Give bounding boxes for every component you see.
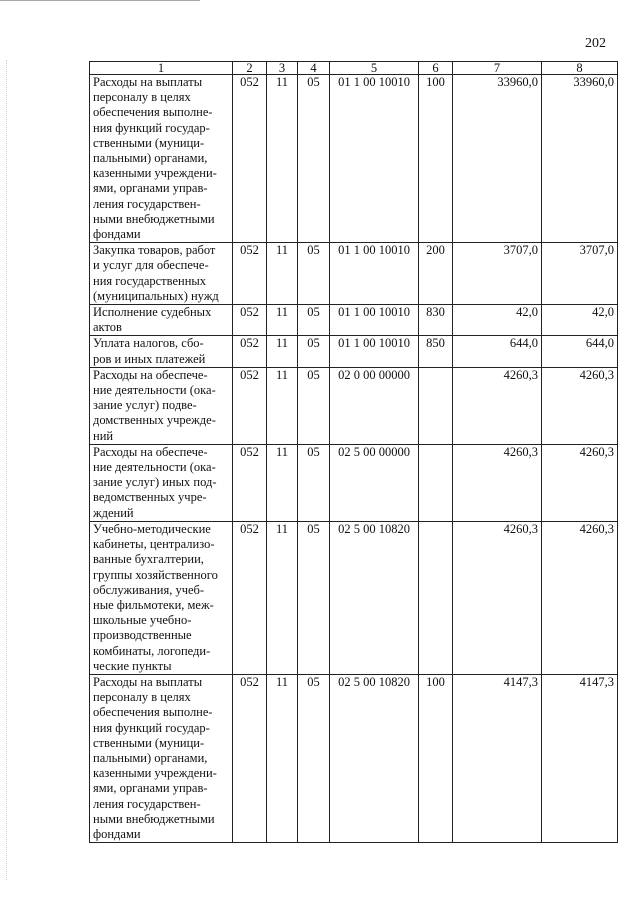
expense-name-line: Расходы на выплаты: [93, 674, 203, 689]
target-article-cell: 02 5 00 10820: [330, 674, 419, 842]
table-row: [90, 367, 618, 444]
department-code-cell: 052: [233, 336, 267, 367]
expense-type-cell: [419, 521, 453, 674]
expense-name-line: Исполнение судебных: [93, 305, 212, 320]
expense-name-line: персоналу в целях: [93, 90, 191, 105]
expense-type-cell: 830: [419, 305, 453, 336]
expense-name-line: ными внебюджетными: [93, 811, 215, 826]
expense-name-line: школьные учебно-: [93, 613, 192, 628]
section-code-cell: 11: [267, 336, 298, 367]
amount-col7-cell: 4260,3: [453, 444, 542, 521]
target-article-cell: 01 1 00 10010: [330, 75, 419, 243]
header-col-2: 2: [233, 62, 267, 75]
expense-name-line: группы хозяйственного: [93, 567, 218, 582]
expense-name-line: ний: [93, 428, 114, 443]
subsection-code-cell: 05: [298, 75, 330, 243]
amount-col7-cell: 4260,3: [453, 367, 542, 444]
page-number: 202: [585, 36, 606, 51]
expense-name-line: казенными учреждени-: [93, 766, 217, 781]
section-code-cell: 11: [267, 305, 298, 336]
expense-name-line: ние деятельности (ока-: [93, 460, 216, 475]
subsection-code-cell: 05: [298, 243, 330, 305]
expense-name-line: ния функций государ-: [93, 720, 210, 735]
expense-name-line: ние деятельности (ока-: [93, 383, 216, 398]
expense-name-line: зание услуг) подве-: [93, 398, 197, 413]
department-code-cell: 052: [233, 243, 267, 305]
expense-name-line: ванные бухгалтерии,: [93, 552, 204, 567]
amount-col8-cell: 4260,3: [542, 367, 618, 444]
amount-col8-cell: 4260,3: [542, 444, 618, 521]
expense-name-cell: [90, 243, 233, 305]
target-article-cell: 02 5 00 00000: [330, 444, 419, 521]
expense-name-line: (муниципальных) нужд: [93, 288, 219, 303]
expense-name-line: обеспечения выполне-: [93, 705, 213, 720]
table-row: [90, 444, 618, 521]
expense-name-line: ями, органами управ-: [93, 181, 208, 196]
expense-name-line: ления государствен-: [93, 196, 201, 211]
target-article-cell: 02 0 00 00000: [330, 367, 419, 444]
expense-name-line: ственными (муници-: [93, 735, 205, 750]
expense-type-cell: 200: [419, 243, 453, 305]
expense-name-line: актов: [93, 320, 122, 335]
expense-type-cell: [419, 444, 453, 521]
top-edge-line: [0, 0, 200, 1]
amount-col8-cell: 644,0: [542, 336, 618, 367]
expense-name-line: ями, органами управ-: [93, 781, 208, 796]
target-article-cell: 02 5 00 10820: [330, 521, 419, 674]
expense-name-line: Учебно-методические: [93, 521, 211, 536]
expense-name-line: казенными учреждени-: [93, 166, 217, 181]
expense-name-line: обслуживания, учеб-: [93, 582, 205, 597]
table-body: [90, 75, 618, 843]
section-code-cell: 11: [267, 75, 298, 243]
expense-name-cell: [90, 305, 233, 336]
department-code-cell: 052: [233, 367, 267, 444]
header-col-7: 7: [453, 62, 542, 75]
amount-col7-cell: 644,0: [453, 336, 542, 367]
expense-name-line: Расходы на обеспече-: [93, 444, 208, 459]
section-code-cell: 11: [267, 243, 298, 305]
expense-name-line: Закупка товаров, работ: [93, 243, 216, 258]
expense-name-line: ные фильмотеки, меж-: [93, 597, 214, 612]
subsection-code-cell: 05: [298, 521, 330, 674]
section-code-cell: 11: [267, 521, 298, 674]
header-col-1: 1: [90, 62, 233, 75]
expense-name-line: Расходы на выплаты: [93, 75, 203, 89]
expense-name-line: фондами: [93, 227, 141, 242]
department-code-cell: 052: [233, 674, 267, 842]
expense-name-cell: [90, 444, 233, 521]
expense-name-line: фондами: [93, 826, 141, 841]
section-code-cell: 11: [267, 674, 298, 842]
header-col-8: 8: [542, 62, 618, 75]
expense-name-line: кабинеты, централизо-: [93, 537, 215, 552]
expense-name-cell: [90, 367, 233, 444]
amount-col7-cell: 4147,3: [453, 674, 542, 842]
expense-name-line: зание услуг) иных под-: [93, 475, 217, 490]
target-article-cell: 01 1 00 10010: [330, 305, 419, 336]
amount-col7-cell: 3707,0: [453, 243, 542, 305]
expense-type-cell: 850: [419, 336, 453, 367]
target-article-cell: 01 1 00 10010: [330, 336, 419, 367]
expense-name-line: ственными (муници-: [93, 135, 205, 150]
expense-name-line: ными внебюджетными: [93, 211, 215, 226]
expense-type-cell: 100: [419, 674, 453, 842]
expense-name-line: ления государствен-: [93, 796, 201, 811]
expense-name-line: персоналу в целях: [93, 690, 191, 705]
expense-name-line: ния функций государ-: [93, 120, 210, 135]
amount-col7-cell: 33960,0: [453, 75, 542, 243]
amount-col8-cell: 4147,3: [542, 674, 618, 842]
header-col-6: 6: [419, 62, 453, 75]
section-code-cell: 11: [267, 367, 298, 444]
header-col-5: 5: [330, 62, 419, 75]
expense-name-line: пальными) органами,: [93, 750, 208, 765]
table-row: [90, 674, 618, 842]
amount-col8-cell: 3707,0: [542, 243, 618, 305]
expense-name-line: обеспечения выполне-: [93, 105, 213, 120]
department-code-cell: 052: [233, 444, 267, 521]
expense-name-line: пальными) органами,: [93, 151, 208, 166]
header-col-3: 3: [267, 62, 298, 75]
table-header-row: [90, 62, 618, 75]
target-article-cell: 01 1 00 10010: [330, 243, 419, 305]
table-row: [90, 75, 618, 243]
amount-col8-cell: 33960,0: [542, 75, 618, 243]
expense-name-line: комбинаты, логопеди-: [93, 643, 211, 658]
amount-col8-cell: 4260,3: [542, 521, 618, 674]
expense-name-cell: [90, 75, 233, 243]
department-code-cell: 052: [233, 521, 267, 674]
expense-name-cell: [90, 521, 233, 674]
expense-name-cell: [90, 336, 233, 367]
expense-name-cell: [90, 674, 233, 842]
expense-name-line: и услуг для обеспече-: [93, 258, 209, 273]
expense-name-line: ческие пункты: [93, 658, 172, 673]
table-row: [90, 243, 618, 305]
expense-name-line: ров и иных платежей: [93, 351, 206, 366]
section-code-cell: 11: [267, 444, 298, 521]
subsection-code-cell: 05: [298, 444, 330, 521]
amount-col7-cell: 4260,3: [453, 521, 542, 674]
header-col-4: 4: [298, 62, 330, 75]
expense-name-line: ждений: [93, 505, 134, 520]
table-row: [90, 305, 618, 336]
expense-name-line: ния государственных: [93, 273, 207, 288]
expense-name-line: ведомственных учре-: [93, 490, 207, 505]
amount-col7-cell: 42,0: [453, 305, 542, 336]
subsection-code-cell: 05: [298, 674, 330, 842]
expense-type-cell: [419, 367, 453, 444]
amount-col8-cell: 42,0: [542, 305, 618, 336]
table-row: [90, 336, 618, 367]
table-row: [90, 521, 618, 674]
department-code-cell: 052: [233, 305, 267, 336]
subsection-code-cell: 05: [298, 367, 330, 444]
expense-name-line: Расходы на обеспече-: [93, 367, 208, 382]
expense-name-line: домственных учрежде-: [93, 413, 216, 428]
expense-type-cell: 100: [419, 75, 453, 243]
department-code-cell: 052: [233, 75, 267, 243]
subsection-code-cell: 05: [298, 305, 330, 336]
budget-table: [89, 61, 618, 843]
expense-name-line: Уплата налогов, сбо-: [93, 336, 204, 351]
left-margin-dots: [6, 60, 7, 880]
subsection-code-cell: 05: [298, 336, 330, 367]
expense-name-line: производственные: [93, 628, 192, 643]
